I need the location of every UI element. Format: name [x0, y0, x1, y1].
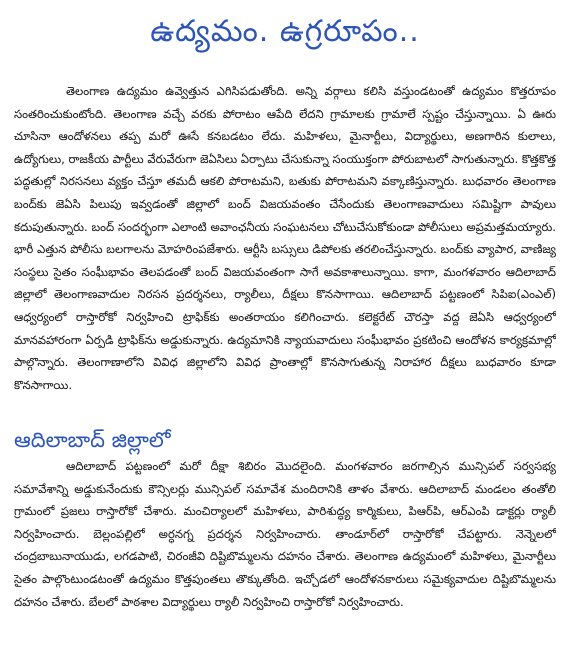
section-subheading: ఆదిలాబాద్ జిల్లాలో: [14, 428, 171, 452]
article-paragraph-2: ఆదిలాబాద్ పట్టణంలో మరో దీక్షా శిబిరం మొదలైంది. మంగళవారం జరగాల్సిన మున్సిపల్ సర్వసభ్య సమావేశాన్ని అడ్డుకునేందుకు కౌన్సిలర్లు మున్సిపల్ సమావేశ మందిరానికి తాళం వేశారు. ఆదిలాబాద్ మండలం తంతోలి గ్రామంలో ప్రజలు రాస్తారోకో చేశారు. మంచిర్యాలలో మహిళలు, పారిశుద్ధ్య కార్మికులు, పిఆర్‌పి, ఆర్‌ఎంపి డాక్టర్లు ర్యాలీ నిర్వహించారు. బెల్లంపల్లిలో అర్ధనగ్న ప్రదర్శన నిర్వహించారు. తాండూర్‌లో రాస్తారోకో చేపట్టారు. నెన్నెలలో చంద్రబాబునాయుడు, లగడపాటి, చిరంజీవి దిష్టిబొమ్మలను దహనం చేశారు. తెలంగాణ ఉద్యమంలో మహిళలు, మైనార్టీలు సైతం పాల్గొంటుండటంతో ఉద్యమం కొత్తపుంతలు తొక్కుతోంది. ఇచ్చోడలో ఆందోళనకారులు సమైక్యవాదుల దిష్టిబొమ్మలను దహనం చేశారు. బేలలో పాఠశాల విద్యార్థులు ర్యాలీ నిర్వహించి రాస్తారోకో నిర్వహించారు.: [14, 459, 556, 609]
article-title: ఉద్యమం. ఉగ్రరూపం..: [150, 14, 420, 49]
article-paragraph-1: తెలంగాణ ఉద్యమం ఉవ్వెత్తున ఎగిసిపడుతోంది. అన్ని వర్గాలు కలిసి వస్తుండటంతో ఉద్యమం కొత్తరూపం సంతరించుకుంటోంది. తెలంగాణ వచ్చే వరకు పోరాటం ఆపేది లేదని గ్రామాలకు గ్రామాలే స్పష్టం చేస్తున్నాయి. ఏ ఊరు చూసినా ఆందోళనలు తప్ప మరో ఊసే కనబడటం లేదు. మహిళలు, మైనార్టీలు, విద్యార్థులు, అణగారిన కులాలు, ఉద్యోగులు, రాజకీయ పార్టీలు వేరువేరుగా జెఏసిలు ఏర్పాటు చేసుకున్నా సంయుక్తంగా పోరుబాటలో సాగుతున్నారు. కొత్తకొత్త పద్ధతుల్లో నిరసనలు వ్యక్తం చేస్తూ తమదీ ఆకలి పోరాటమని, బతుకు పోరాటమని వక్కాణిస్తున్నారు. బుధవారం తెలంగాణ బంద్‌కు జెఏసి పిలుపు ఇవ్వడంతో జిల్లాలో బంద్ విజయవంతం చేసేందుకు తెలంగాణవాదులు సమిష్టిగా పావులు కదుపుతున్నారు. బంద్ సందర్భంగా ఎలాంటి అవాంఛనీయ సంఘటనలు చోటుచేసుకోకుండా పోలీసులు అప్రమత్తమయ్యారు. భారీ ఎత్తున పోలీసు బలగాలను మోహరింపజేశారు. ఆర్టీసి బస్సులు డిపోలకు తరలించేస్తున్నారు. బంద్‌కు వ్యాపార, వాణిజ్య సంస్థలు సైతం సంఘీభావం తెలపడంతో బంద్ విజయవంతంగా సాగే అవకాశాలున్నాయి. కాగా, మంగళవారం ఆదిలాబాద్ జిల్లాలో తెలంగాణవాదుల నిరసన ప్రదర్శనలు, ర్యాలీలు, దీక్షలు కొనసాగాయి. ఆదిలాబాద్ పట్టణంలో సిపిఐ(ఎంఎల్) ఆధ్వర్యంలో రాస్తారోకో నిర్వహించి ట్రాఫిక్‌కు అంతరాయం కలిగించారు. కలెక్టరేట్ చౌరస్తా వద్ద జెఏసి ఆధ్వర్యంలో మానవహారంగా ఏర్పడి ట్రాఫిక్‌ను అడ్డుకున్నారు. ఉద్యమానికి న్యాయవాదులు సంఘీభావం ప్రకటించి ఆందోళన కార్యక్రమాల్లో పాల్గొన్నారు. తెలంగాణాలోని వివిధ జిల్లాలోని వివిధ ప్రాంతాల్లో కొనసాగుతున్న నిరాహార దీక్షలు బుధవారం కూడా కొనసాగాయి.: [14, 84, 556, 392]
